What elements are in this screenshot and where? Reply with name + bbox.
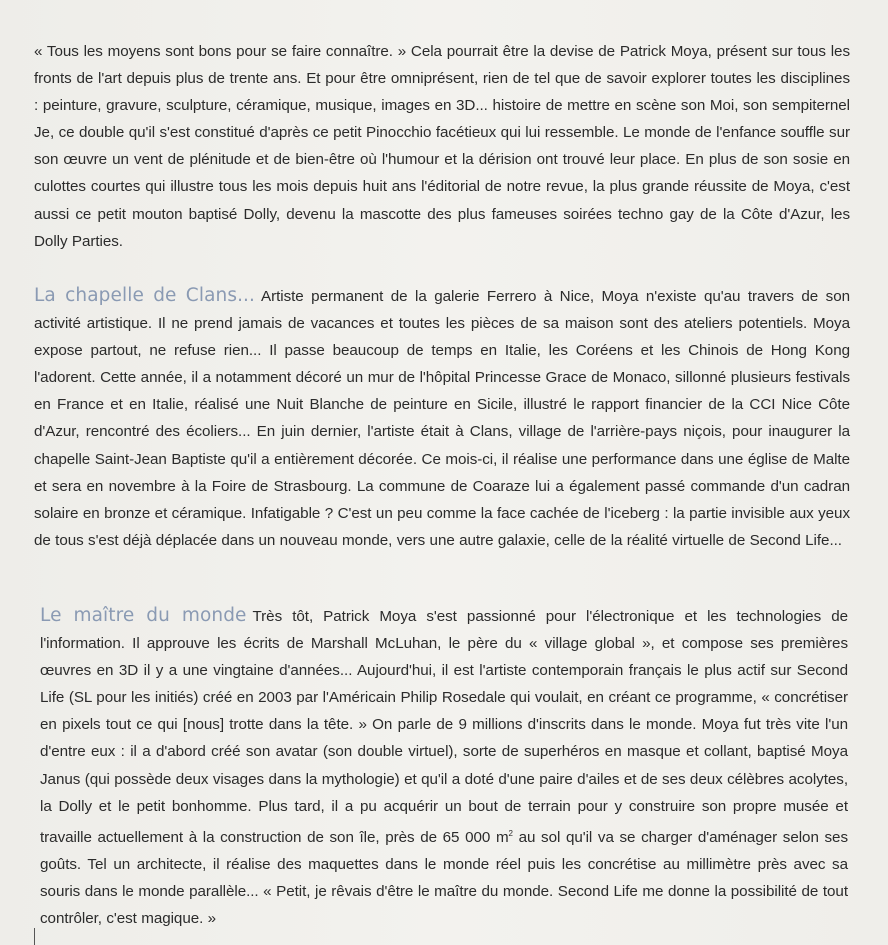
intro-text: « Tous les moyens sont bons pour se faire connaître. » Cela pourrait être la devise de Patrick Moya, présent sur tous les fronts de l'art depuis plus de trente ans. Et pour être omniprésent, rien de tel que de savoir explorer toutes les disciplines : peinture, gravure, sculpture, céramique, musique, images en 3D... histoire de mettre en scène son Moi, son sempiternel Je, ce double qu'il s'est constitué d'après ce petit Pinocchio facétieux qui lui ressemble. Le monde de l'enfance souffle sur son œuvre un vent de plénitude et de bien-être où l'humour et la dérision ont trouvé leur place. En plus de son sosie en culottes courtes qui illustre tous les mois depuis huit ans l'éditorial de notre revue, la plus grande réussite de Moya, c'est aussi ce petit mouton baptisé Dolly, devenu la mascotte des plus fameuses soirées techno gay de la Côte d'Azur, les Dolly Parties. xyxy=(34,43,850,250)
section-body-maitre-part2: au sol qu'il va se charger d'aménager selon ses goûts. Tel un architecte, il réalise des maquettes dans le monde réel puis les concrétise au millimètre près avec sa souris dans le monde parallèle... « Petit, je rêvais d'être le maître du monde. Second Life me donne la possibilité de tout contrôler, c'est magique. » xyxy=(40,828,848,928)
section-heading-maitre: Le maître du monde xyxy=(40,605,247,626)
section-chapelle-de-clans xyxy=(34,282,850,554)
page-edge-mark xyxy=(34,928,35,945)
section-maitre-du-monde xyxy=(40,602,848,932)
section-body-chapelle: Artiste permanent de la galerie Ferrero à Nice, Moya n'existe qu'au travers de son activité artistique. Il ne prend jamais de vacances et toutes les pièces de sa maison sont des ateliers potentiels. Moya expose partout, ne refuse rien... Il passe beaucoup de temps en Italie, les Coréens et les Chinois de Hong Kong l'adorent. Cette année, il a notamment décoré un mur de l'hôpital Princesse Grace de Monaco, sillonné plusieurs festivals en France et en Italie, réalisé une Nuit Blanche de peinture en Sicile, illustré le rapport financier de la CCI Nice Côte d'Azur, rencontré des écoliers... En juin dernier, l'artiste était à Clans, village de l'arrière-pays niçois, pour inaugurer la chapelle Saint-Jean Baptiste qu'il a entièrement décorée. Ce mois-ci, il réalise une performance dans une église de Malte et sera en novembre à la Foire de Strasbourg. La commune de Coaraze lui a également passé commande d'un cadran solaire en bronze et céramique. Infatigable ? C'est un peu comme la face cachée de l'iceberg : la partie invisible aux yeux de tous s'est déjà déplacée dans un nouveau monde, vers une autre galaxie, celle de la réalité virtuelle de Second Life... xyxy=(34,288,850,549)
intro-paragraph xyxy=(34,38,850,255)
section-body-maitre-part1: Très tôt, Patrick Moya s'est passionné pour l'électronique et les technologies de l'information. Il approuve les écrits de Marshall McLuhan, le père du « village global », et compose ses premières œuvres en 3D il y a une vingtaine d'années... Aujourd'hui, il est l'artiste contemporain français le plus actif sur Second Life (SL pour les initiés) créé en 2003 par l'Américain Philip Rosedale qui voulait, en créant ce programme, « concrétiser en pixels tout ce qui [nous] trotte dans la tête. » On parle de 9 millions d'inscrits dans le monde. Moya fut très vite l'un d'entre eux : il a d'abord créé son avatar (son double virtuel), sorte de superhéros en masque et collant, baptisé Moya Janus (qui possède deux visages dans la mythologie) et qu'il a doté d'une paire d'ailes et de ses deux célèbres acolytes, la Dolly et le petit bonhomme. Plus tard, il a pu acquérir un bout de terrain pour y construire son propre musée et travaille actuellement à la construction de son île, près de 65 000 m xyxy=(40,608,848,846)
section-heading-chapelle: La chapelle de Clans... xyxy=(34,285,256,306)
superscript-squared: 2 xyxy=(508,828,513,838)
